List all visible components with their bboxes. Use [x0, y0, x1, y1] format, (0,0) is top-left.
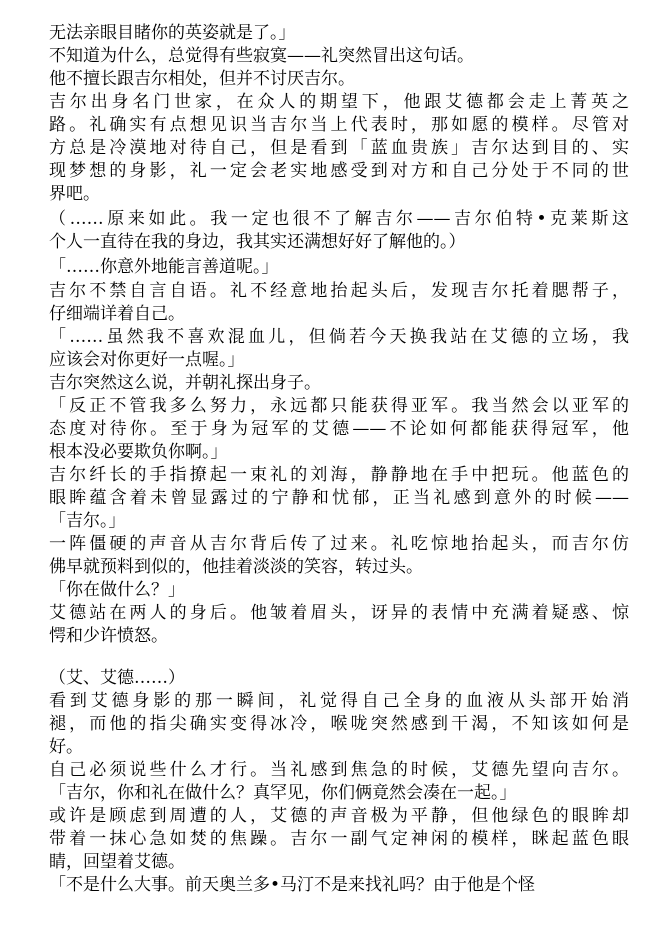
text-line: 不知道为什么，总觉得有些寂寞——礼突然冒出这句话。: [49, 46, 474, 66]
text-line: 他不擅长跟吉尔相处，但并不讨厌吉尔。: [49, 69, 355, 89]
text-line: （……原来如此。我一定也很不了解吉尔——吉尔伯特•克莱斯这: [49, 209, 629, 229]
text-line: 自己必须说些什么才行。当礼感到焦急的时候，艾德先望向吉尔。: [49, 760, 629, 780]
text-line: 看到艾德身影的那一瞬间，礼觉得自己全身的血液从头部开始消: [49, 691, 629, 711]
text-line: 仔细端详着自己。: [49, 304, 185, 324]
text-line: 根本没必要欺负你啊。」: [49, 442, 228, 462]
text-line: 「吉尔。」: [49, 511, 126, 531]
text-line: 吉尔出身名门世家，在众人的期望下，他跟艾德都会走上菁英之: [49, 92, 629, 112]
text-line: 带着一抹心急如焚的焦躁。吉尔一副气定神闲的模样，眯起蓝色眼: [49, 829, 629, 849]
text-line: 「你在做什么？」: [49, 580, 185, 600]
text-line: 吉尔不禁自言自语。礼不经意地抬起头后，发现吉尔托着腮帮子，: [49, 281, 629, 301]
text-line: 态度对待你。至于身为冠军的艾德——不论如何都能获得冠军，他: [49, 419, 629, 439]
text-line: 方总是冷漠地对待自己，但是看到「蓝血贵族」吉尔达到目的、实: [49, 138, 629, 158]
text-line: 艾德站在两人的身后。他皱着眉头，讶异的表情中充满着疑惑、惊: [49, 603, 629, 623]
text-line: 个人一直待在我的身边，我其实还满想好好了解他的。）: [49, 232, 466, 252]
text-line: 「……你意外地能言善道呢。」: [49, 257, 279, 277]
text-line: 褪，而他的指尖确实变得冰冷，喉咙突然感到干渴，不知该如何是: [49, 714, 629, 734]
text-line: 佛早就预料到似的，他挂着淡淡的笑容，转过头。: [49, 557, 423, 577]
text-line: 一阵僵硬的声音从吉尔背后传了过来。礼吃惊地抬起头，而吉尔仿: [49, 534, 629, 554]
text-line: 睛，回望着艾德。: [49, 852, 185, 872]
text-line: 「……虽然我不喜欢混血儿，但倘若今天换我站在艾德的立场，我: [49, 327, 629, 347]
text-line: 「不是什么大事。前天奥兰多•马汀不是来找礼吗？由于他是个怪: [49, 875, 536, 895]
text-line: 应该会对你更好一点喔。」: [49, 350, 245, 370]
text-line: 吉尔纤长的手指撩起一束礼的刘海，静静地在手中把玩。他蓝色的: [49, 465, 629, 485]
text-line: 眼眸蕴含着未曾显露过的宁静和忧郁，正当礼感到意外的时候——: [49, 488, 629, 508]
text-line: 好。: [49, 737, 83, 757]
text-line: 路。礼确实有点想见识当吉尔当上代表时，那如愿的模样。尽管对: [49, 115, 629, 135]
text-line: 现梦想的身影，礼一定会老实地感受到对方和自己分处于不同的世: [49, 161, 629, 181]
text-line: 无法亲眼目睹你的英姿就是了。」: [49, 23, 296, 43]
text-line: 吉尔突然这么说，并朝礼探出身子。: [49, 373, 321, 393]
text-line: 界吧。: [49, 184, 100, 204]
text-line: 或许是顾虑到周遭的人，艾德的声音极为平静，但他绿色的眼眸却: [49, 806, 629, 826]
text-line: 「吉尔，你和礼在做什么？真罕见，你们俩竟然会凑在一起。」: [49, 783, 517, 803]
text-line: 愕和少许愤怒。: [49, 626, 168, 646]
text-line: （艾、艾德……）: [49, 668, 185, 688]
text-line: 「反正不管我多么努力，永远都只能获得亚军。我当然会以亚军的: [49, 396, 629, 416]
